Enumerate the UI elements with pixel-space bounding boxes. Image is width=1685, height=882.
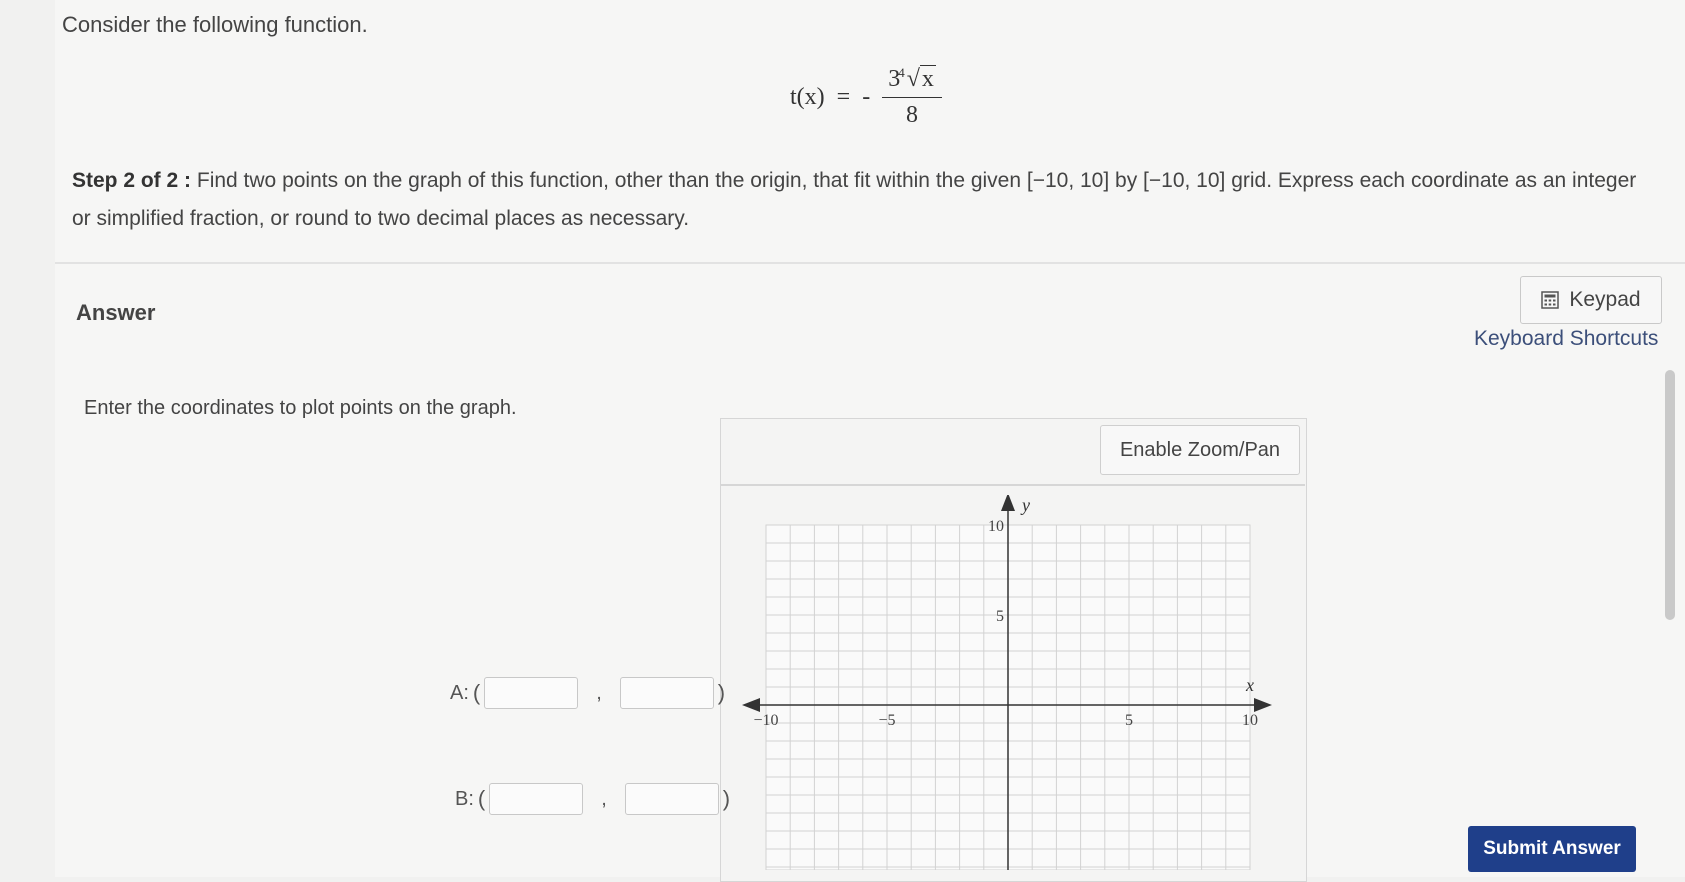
formula-numerator bbox=[882, 66, 942, 98]
y-axis-label: y bbox=[1022, 495, 1030, 515]
step-label: Step 2 of 2 : bbox=[72, 169, 192, 192]
point-b-y-input[interactable] bbox=[625, 783, 719, 815]
formula-sign: - bbox=[862, 83, 871, 110]
section-divider bbox=[55, 262, 1685, 264]
y-tick-label: 10 bbox=[988, 518, 1004, 535]
keypad-button[interactable] bbox=[1520, 276, 1662, 324]
step-instructions bbox=[72, 162, 1642, 238]
submit-answer-button[interactable]: Submit Answer bbox=[1468, 826, 1636, 872]
point-a-y-input[interactable] bbox=[620, 677, 714, 709]
close-paren: ) bbox=[717, 680, 726, 705]
x-tick-label: −10 bbox=[753, 712, 779, 729]
point-b-row bbox=[455, 783, 730, 815]
coordinate-grid[interactable] bbox=[740, 495, 1280, 870]
y-tick-label: 5 bbox=[996, 608, 1004, 625]
keyboard-shortcuts-link[interactable]: Keyboard Shortcuts bbox=[1474, 327, 1659, 350]
calculator-icon bbox=[1541, 291, 1559, 309]
keypad-label: Keypad bbox=[1569, 288, 1641, 311]
formula-coefficient: 3 bbox=[888, 65, 901, 92]
open-paren: ( bbox=[477, 786, 486, 811]
formula-radicand: x bbox=[921, 65, 934, 92]
graph-instructions: Enter the coordinates to plot points on the graph. bbox=[84, 397, 517, 419]
x-axis-label: x bbox=[1246, 675, 1254, 695]
question-intro: Consider the following function. bbox=[62, 12, 368, 37]
comma-separator: , bbox=[596, 681, 602, 704]
formula-lhs: t(x) bbox=[790, 83, 825, 110]
open-paren: ( bbox=[472, 680, 481, 705]
close-paren: ) bbox=[722, 786, 731, 811]
graph-toolbar-divider bbox=[720, 484, 1305, 486]
comma-separator: , bbox=[601, 787, 607, 810]
y-axis-arrow-icon bbox=[1001, 495, 1015, 511]
point-a-label: A: bbox=[450, 681, 469, 704]
formula-denominator: 8 bbox=[906, 101, 919, 128]
x-tick-label: 5 bbox=[1125, 712, 1133, 729]
step-text: Find two points on the graph of this function, other than the origin, that fit within the given [−10, 10] by [−10, 10] grid. Express each coordinate as an integer or simplified fraction, or round to two decimal places as necessary. bbox=[72, 169, 1637, 230]
formula-fraction bbox=[882, 66, 942, 129]
point-a-x-input[interactable] bbox=[484, 677, 578, 709]
root-index: 4 bbox=[898, 64, 905, 80]
point-b-label: B: bbox=[455, 787, 474, 810]
x-tick-label: 10 bbox=[1242, 712, 1258, 729]
x-tick-label: −5 bbox=[878, 712, 896, 729]
point-a-row bbox=[450, 677, 725, 709]
radical-sign-icon: √ bbox=[906, 65, 920, 92]
x-axis-arrow-right-icon bbox=[1254, 698, 1272, 712]
formula-equals: = bbox=[836, 83, 851, 110]
function-formula bbox=[790, 62, 942, 132]
enable-zoom-pan-button[interactable]: Enable Zoom/Pan bbox=[1100, 425, 1300, 475]
scrollbar-thumb[interactable] bbox=[1665, 370, 1675, 620]
x-axis-arrow-left-icon bbox=[742, 698, 760, 712]
point-b-x-input[interactable] bbox=[489, 783, 583, 815]
answer-heading: Answer bbox=[76, 300, 156, 325]
